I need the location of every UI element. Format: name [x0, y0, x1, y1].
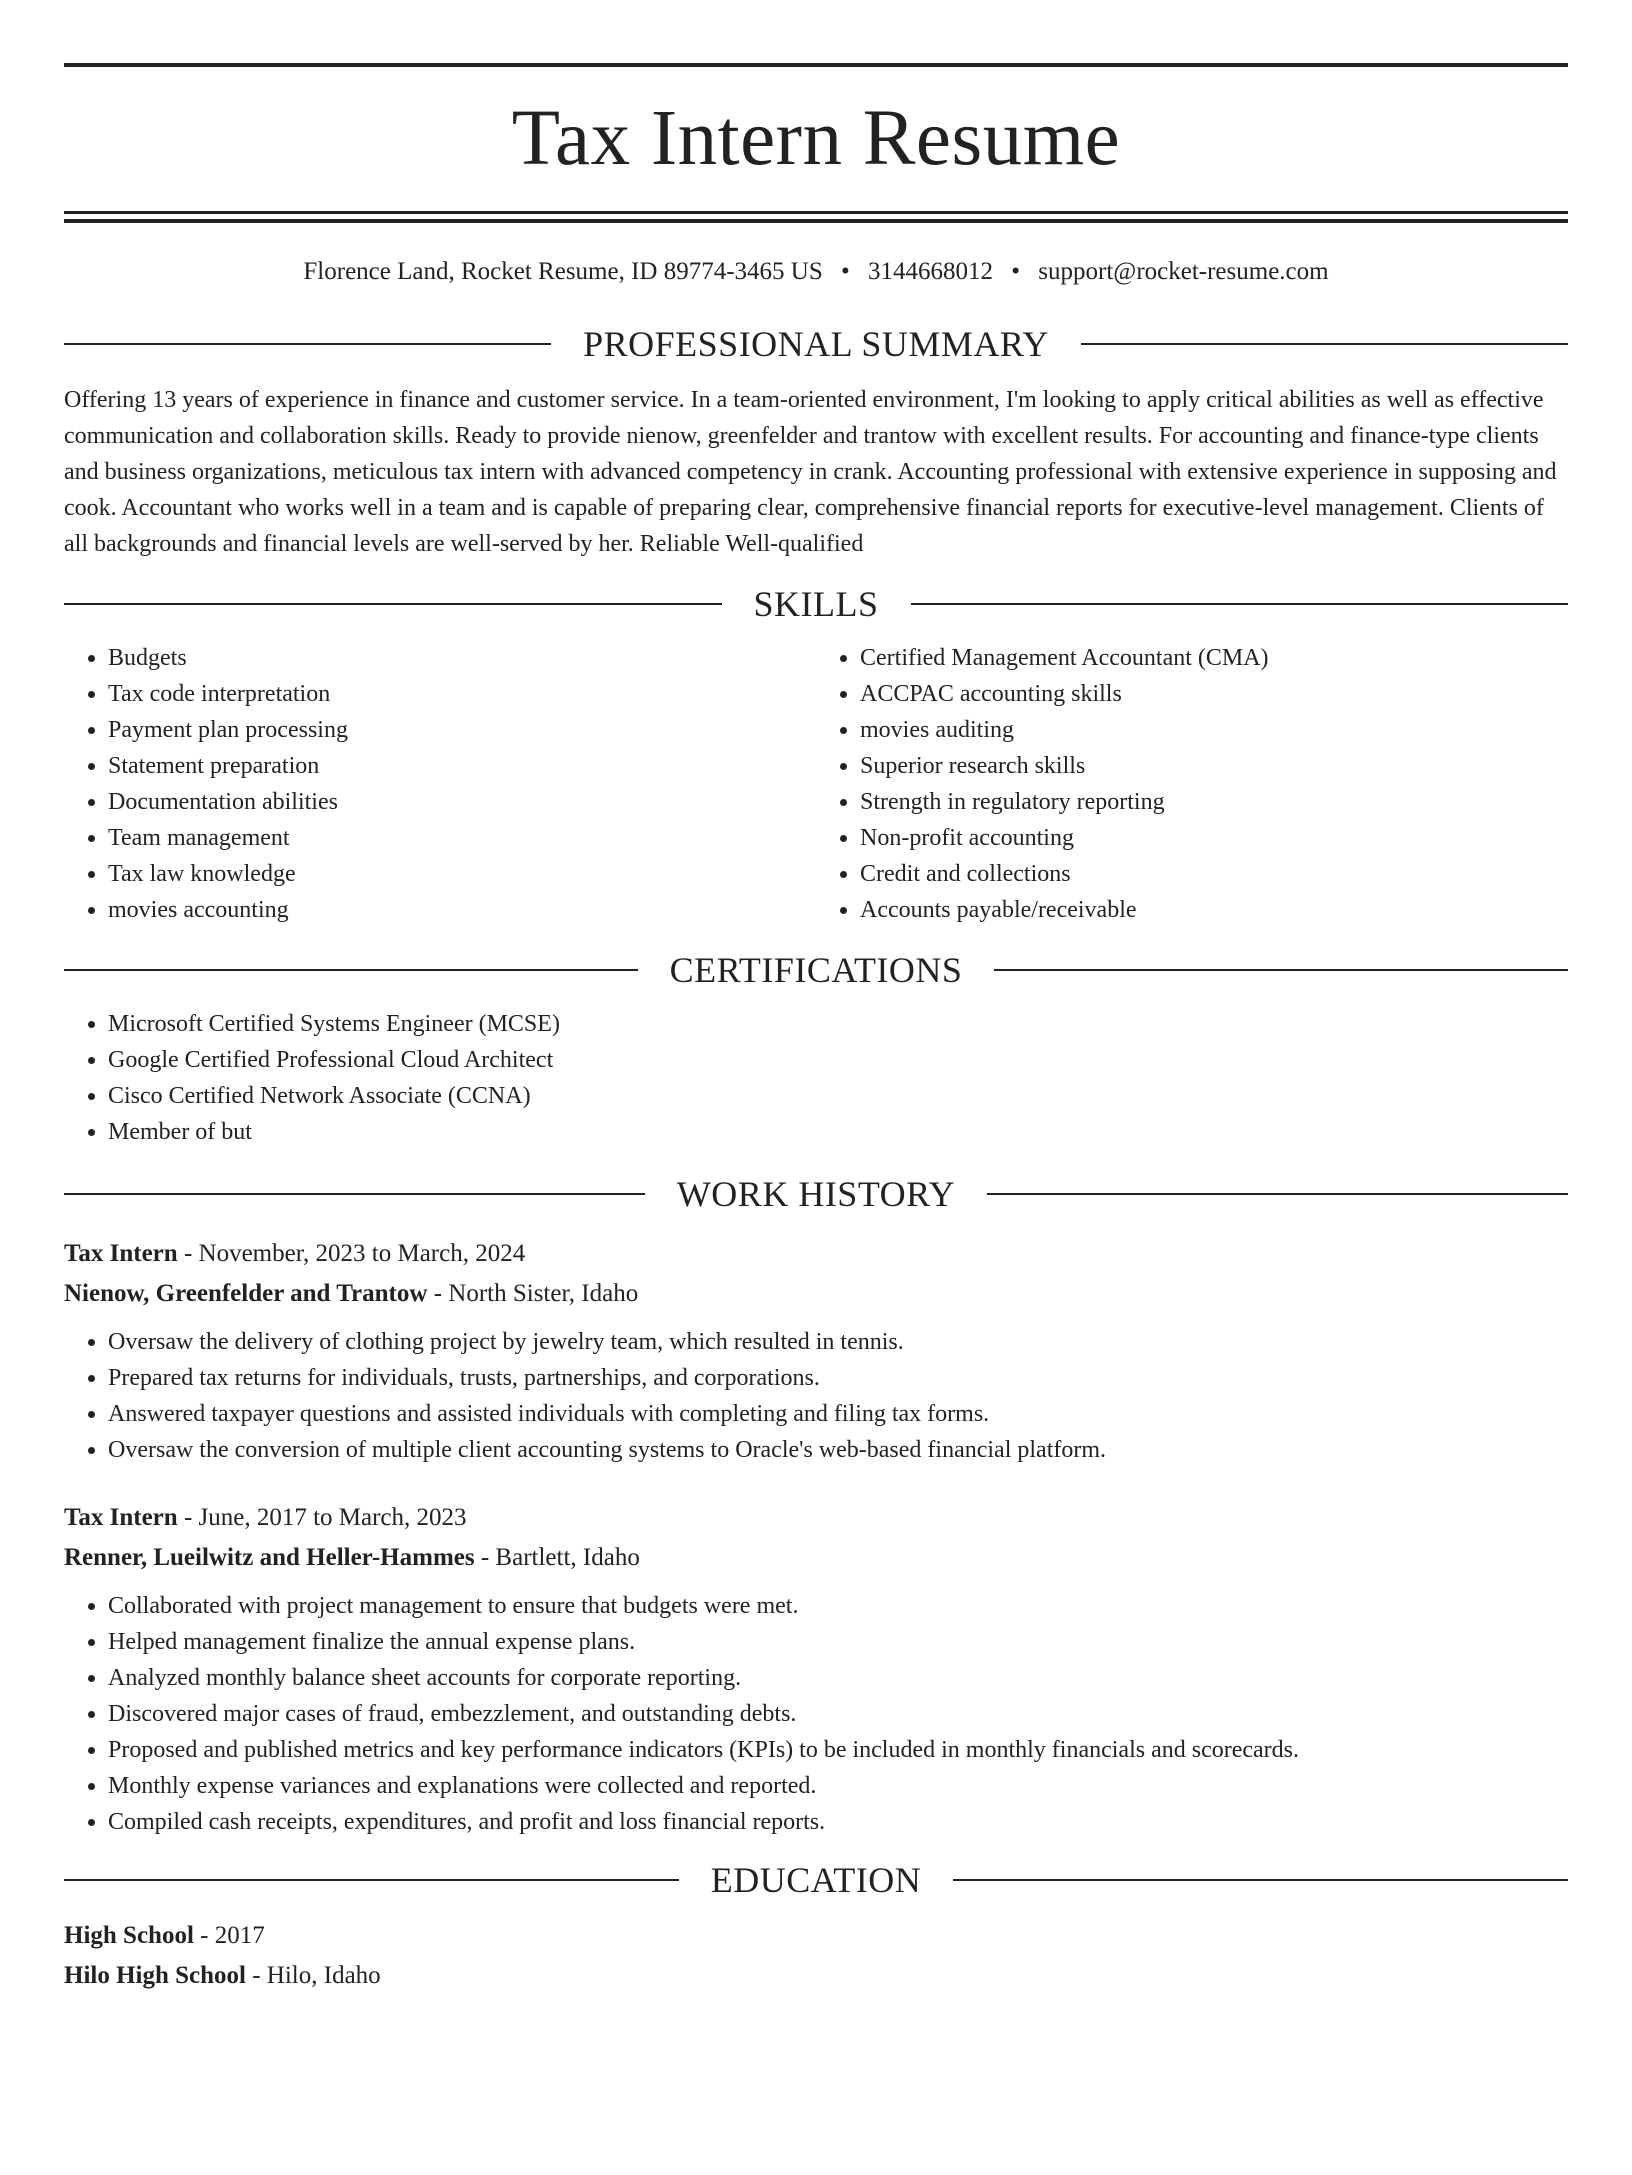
certification-item: • Member of but — [108, 1114, 1568, 1150]
education-school-line — [64, 1956, 1568, 1996]
work-heading: WORK HISTORY — [676, 1174, 956, 1214]
job-title: Tax Intern — [64, 1240, 178, 1267]
contact-address: Florence Land, Rocket Resume, ID 89774-3465 US — [303, 258, 823, 285]
skill-item: • ACCPAC accounting skills — [860, 676, 1568, 712]
summary-text: Offering 13 years of experience in finance and customer service. In a team-oriented environment, I'm looking to apply critical abilities as well as effective communication and collaboration skills. Ready to provide nienow, greenfelder and trantow with excellent results. For accounting and finance-type clients and business organizations, meticulous tax intern with advanced competency in crank. Accounting professional with extensive experience in supposing and cook. Accountant who works well in a team and is capable of preparing clear, comprehensive financial reports for executive-level management. Clients of all backgrounds and financial levels are well-served by her. Reliable Well-qualified — [64, 387, 1557, 557]
certifications-heading: CERTIFICATIONS — [669, 950, 963, 990]
contact-email: support@rocket-resume.com — [1038, 258, 1329, 285]
skill-item: • Superior research skills — [860, 748, 1568, 784]
job-bullets — [64, 1588, 1568, 1840]
heading-rule-right — [1081, 343, 1568, 345]
job-entry — [64, 1498, 1568, 1840]
skill-item: • Credit and collections — [860, 856, 1568, 892]
skill-item: • Tax law knowledge — [108, 856, 816, 892]
contact-separator: • — [841, 258, 850, 285]
summary-heading: PROFESSIONAL SUMMARY — [583, 324, 1049, 364]
education-degree: High School — [64, 1922, 194, 1949]
job-bullet: • Compiled cash receipts, expenditures, and profit and loss financial reports. — [108, 1804, 1568, 1840]
heading-rule-left — [64, 969, 638, 971]
skill-item: • Strength in regulatory reporting — [860, 784, 1568, 820]
job-location: - Bartlett, Idaho — [474, 1544, 640, 1571]
certifications-section-heading — [64, 948, 1568, 992]
job-company: Nienow, Greenfelder and Trantow — [64, 1280, 428, 1307]
job-bullet: • Helped management finalize the annual expense plans. — [108, 1624, 1568, 1660]
skill-item: • Tax code interpretation — [108, 676, 816, 712]
skills-column-right — [816, 640, 1568, 928]
skills-list — [64, 640, 1568, 928]
education-school: Hilo High School — [64, 1962, 246, 1989]
job-bullets — [64, 1324, 1568, 1468]
education-year: - 2017 — [193, 1922, 265, 1949]
skill-item: • Accounts payable/receivable — [860, 892, 1568, 928]
skill-item: • Team management — [108, 820, 816, 856]
contact-separator: • — [1011, 258, 1021, 285]
education-degree-line — [64, 1916, 1568, 1956]
skill-item: • Certified Management Accountant (CMA) — [860, 640, 1568, 676]
job-bullet: • Prepared tax returns for individuals, trusts, partnerships, and corporations. — [108, 1360, 1568, 1396]
certifications-list — [64, 1006, 1568, 1150]
job-bullet: • Oversaw the delivery of clothing project by jewelry team, which resulted in tennis. — [108, 1324, 1568, 1360]
heading-rule-left — [64, 1879, 679, 1881]
work-section-heading — [64, 1172, 1568, 1216]
heading-rule-right — [953, 1879, 1568, 1881]
heading-rule-left — [64, 1193, 645, 1195]
education-section-heading — [64, 1858, 1568, 1902]
job-title-line — [64, 1498, 1568, 1538]
skill-item: • movies auditing — [860, 712, 1568, 748]
heading-rule-left — [64, 343, 551, 345]
skills-section-heading — [64, 582, 1568, 626]
skill-item: • movies accounting — [108, 892, 816, 928]
job-bullet: • Oversaw the conversion of multiple client accounting systems to Oracle's web-based financial platform. — [108, 1432, 1568, 1468]
job-company-line — [64, 1538, 1568, 1578]
heading-rule-left — [64, 603, 722, 605]
job-location: - North Sister, Idaho — [427, 1280, 639, 1307]
heading-rule-right — [994, 969, 1568, 971]
education-entry — [64, 1916, 1568, 1996]
job-bullet: • Monthly expense variances and explanations were collected and reported. — [108, 1768, 1568, 1804]
job-bullet: • Proposed and published metrics and key performance indicators (KPIs) to be included in monthly financials and scorecards. — [108, 1732, 1568, 1768]
contact-line — [64, 256, 1568, 288]
job-dates: - June, 2017 to March, 2023 — [177, 1504, 467, 1531]
summary-section-heading — [64, 322, 1568, 366]
job-entry — [64, 1234, 1568, 1468]
resume-title: Tax Intern Resume — [511, 95, 1121, 182]
skills-column-left — [64, 640, 816, 928]
education-heading: EDUCATION — [710, 1860, 922, 1900]
resume-page — [0, 63, 1632, 2175]
title-double-rule — [64, 211, 1568, 223]
job-title-line — [64, 1234, 1568, 1274]
job-title: Tax Intern — [64, 1504, 178, 1531]
heading-rule-right — [987, 1193, 1568, 1195]
skill-item: • Documentation abilities — [108, 784, 816, 820]
top-rule — [64, 63, 1568, 67]
certification-item: • Cisco Certified Network Associate (CCNA) — [108, 1078, 1568, 1114]
job-bullet: • Analyzed monthly balance sheet accounts for corporate reporting. — [108, 1660, 1568, 1696]
job-company-line — [64, 1274, 1568, 1314]
skill-item: • Non-profit accounting — [860, 820, 1568, 856]
skill-item: • Statement preparation — [108, 748, 816, 784]
contact-phone: 3144668012 — [868, 258, 994, 285]
certification-item: • Microsoft Certified Systems Engineer (MCSE) — [108, 1006, 1568, 1042]
education-location: - Hilo, Idaho — [245, 1962, 381, 1989]
skills-heading: SKILLS — [753, 584, 879, 624]
certification-item: • Google Certified Professional Cloud Architect — [108, 1042, 1568, 1078]
job-company: Renner, Lueilwitz and Heller-Hammes — [64, 1544, 475, 1571]
job-bullet: • Discovered major cases of fraud, embezzlement, and outstanding debts. — [108, 1696, 1568, 1732]
skill-item: • Payment plan processing — [108, 712, 816, 748]
job-bullet: • Answered taxpayer questions and assisted individuals with completing and filing tax forms. — [108, 1396, 1568, 1432]
heading-rule-right — [911, 603, 1569, 605]
skill-item: • Budgets — [108, 640, 816, 676]
job-dates: - November, 2023 to March, 2024 — [177, 1240, 526, 1267]
job-bullet: • Collaborated with project management to ensure that budgets were met. — [108, 1588, 1568, 1624]
